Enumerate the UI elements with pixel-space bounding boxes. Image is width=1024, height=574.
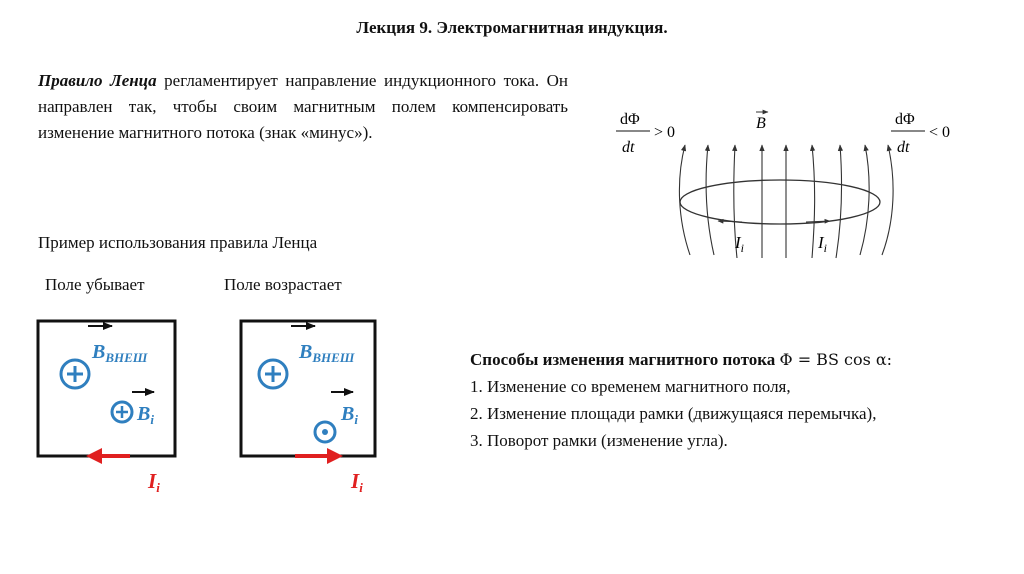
example-decreasing	[30, 310, 200, 495]
field-lines	[679, 145, 893, 258]
current-arrow-right	[327, 448, 343, 464]
current-left-label: $I_i$	[735, 233, 745, 255]
svg-text:dt: dt	[622, 139, 635, 156]
lenz-text: регламентирует направление индукционного тока. Он направлен так, чтобы своим магнитным полем компенсировать изменение магнитного потока (знак «минус»).	[38, 71, 568, 142]
current-arrow-left	[86, 448, 102, 464]
svg-text:dΦ: dΦ	[620, 111, 640, 128]
current-label-right: Ii	[351, 469, 363, 495]
lenz-paragraph	[38, 68, 568, 146]
svg-text:dt: dt	[897, 139, 910, 156]
method-item: 1. Изменение со временем магнитного поля,	[470, 377, 791, 396]
condition-left	[616, 111, 675, 156]
condition-right	[891, 111, 950, 156]
current-loop	[680, 180, 880, 224]
current-label-left: Ii	[148, 469, 160, 495]
flux-methods	[470, 346, 892, 454]
methods-heading: Способы изменения магнитного потока	[470, 350, 776, 369]
b-ext-label-right: $B_{ВНЕШ}$	[299, 341, 355, 365]
example-heading: Пример использования правила Ленца	[38, 233, 318, 252]
slide-title: Лекция 9. Электромагнитная индукция.	[356, 18, 668, 37]
b-ext-label-left: $B_{ВНЕШ}$	[92, 341, 148, 365]
b-ind-label-left: $B_i$	[137, 403, 154, 427]
flux-figure	[590, 90, 990, 270]
svg-text:dΦ: dΦ	[895, 111, 915, 128]
svg-text:> 0: > 0	[654, 124, 676, 141]
frame-left	[38, 321, 175, 456]
method-item: 2. Изменение площади рамки (движущаяся перемычка),	[470, 404, 877, 423]
method-item: 3. Поворот рамки (изменение угла).	[470, 431, 728, 450]
flux-formula: Φ = BS cos α:	[779, 350, 893, 369]
label-field-increasing: Поле возрастает	[224, 275, 342, 294]
current-right-label: $I_i$	[818, 233, 828, 255]
methods-heading-line	[470, 346, 892, 373]
field-b-label: B	[756, 115, 766, 132]
example-increasing	[233, 310, 403, 495]
svg-text:< 0: < 0	[929, 124, 951, 141]
lenz-rule-name: Правило Ленца	[38, 71, 157, 90]
b-ind-label-right: $B_i$	[341, 403, 358, 427]
label-field-decreasing: Поле убывает	[45, 275, 145, 294]
